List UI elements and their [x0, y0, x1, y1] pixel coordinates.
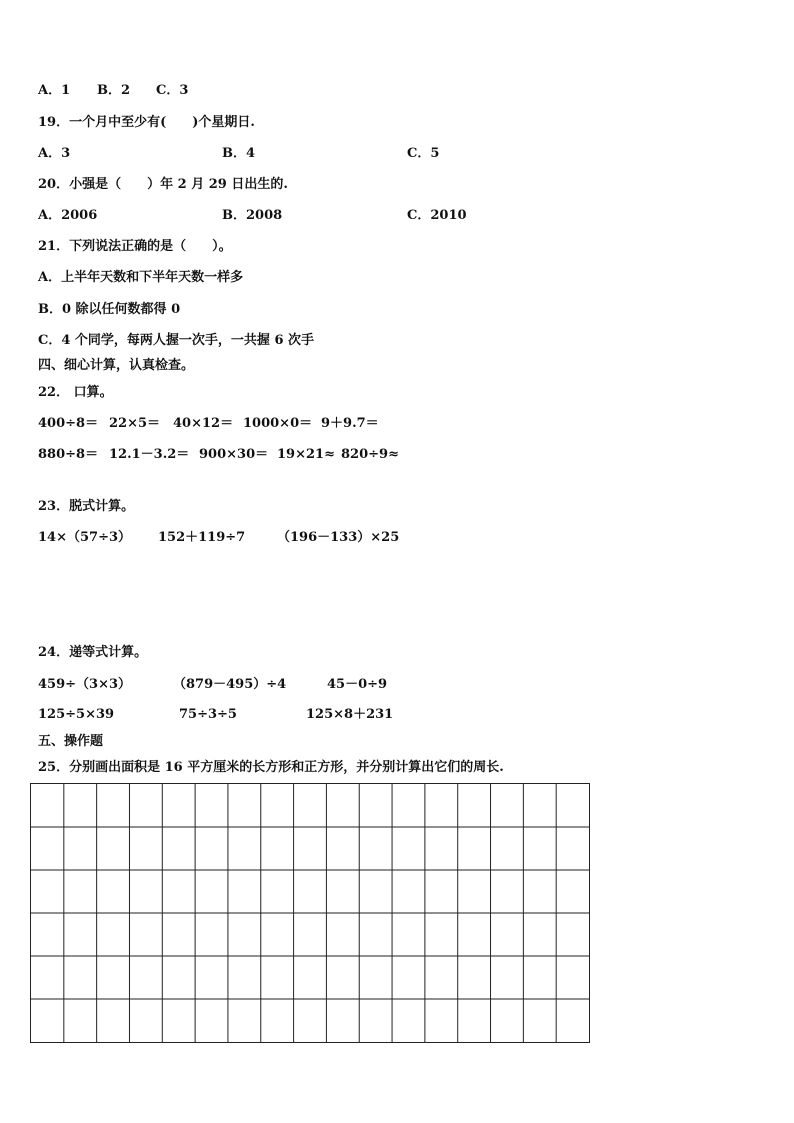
q23-item: 14×（57÷3） [38, 530, 132, 545]
q22-item: 400÷8＝ [38, 416, 99, 431]
q19-option-b: B．4 [222, 146, 256, 161]
q21-option-a: A．上半年天数和下半年天数一样多 [38, 270, 244, 285]
q22-item: 880÷8＝ [38, 447, 99, 462]
q18-option-c: C．3 [156, 83, 189, 98]
q22-item: 9＋9.7＝ [321, 416, 379, 431]
section-5-heading: 五、操作题 [38, 734, 104, 749]
q24-item: 125÷5×39 [38, 707, 115, 722]
q20-option-c: C．2010 [407, 208, 467, 223]
drawing-grid[interactable] [30, 783, 590, 1043]
q22-item: 12.1－3.2＝ [109, 447, 190, 462]
q24-item: （879－495）÷4 [173, 677, 287, 692]
q24-item: 75÷3÷5 [179, 707, 237, 722]
q23-stem: 23．脱式计算。 [38, 499, 135, 514]
q23-item: 152＋119÷7 [158, 530, 246, 545]
q22-item: 22×5＝ [109, 416, 161, 431]
q24-item: 459÷（3×3） [38, 677, 132, 692]
q20-option-b: B．2008 [222, 208, 283, 223]
q19-option-a: A．3 [38, 146, 71, 161]
q24-item: 45－0÷9 [327, 677, 388, 692]
q22-item: 40×12＝ [173, 416, 234, 431]
q20-option-a: A．2006 [38, 208, 98, 223]
q22-item: 900×30＝ [199, 447, 269, 462]
q22-item: 820÷9≈ [341, 447, 399, 462]
q18-option-a: A．1 [38, 83, 71, 98]
grid-lines [31, 784, 591, 1044]
q25-stem: 25．分别画出面积是 16 平方厘米的长方形和正方形，并分别计算出它们的周长. [38, 760, 504, 775]
q22-stem: 22． 口算。 [38, 385, 113, 400]
q21-option-c: C．4 个同学，每两人握一次手，一共握 6 次手 [38, 333, 315, 348]
q18-option-b: B．2 [97, 83, 131, 98]
q19-stem: 19．一个月中至少有( )个星期日. [38, 115, 255, 130]
q20-stem: 20．小强是（ ）年 2 月 29 日出生的. [38, 177, 288, 192]
q22-item: 1000×0＝ [243, 416, 313, 431]
q24-stem: 24．递等式计算。 [38, 645, 148, 660]
q22-item: 19×21≈ [277, 447, 335, 462]
q19-option-c: C．5 [407, 146, 440, 161]
q21-stem: 21．下列说法正确的是（ ）。 [38, 239, 232, 254]
q21-option-b: B．0 除以任何数都得 0 [38, 302, 181, 317]
q23-item: （196－133）×25 [277, 530, 400, 545]
section-4-heading: 四、细心计算，认真检查。 [38, 358, 195, 373]
q24-item: 125×8＋231 [306, 707, 394, 722]
